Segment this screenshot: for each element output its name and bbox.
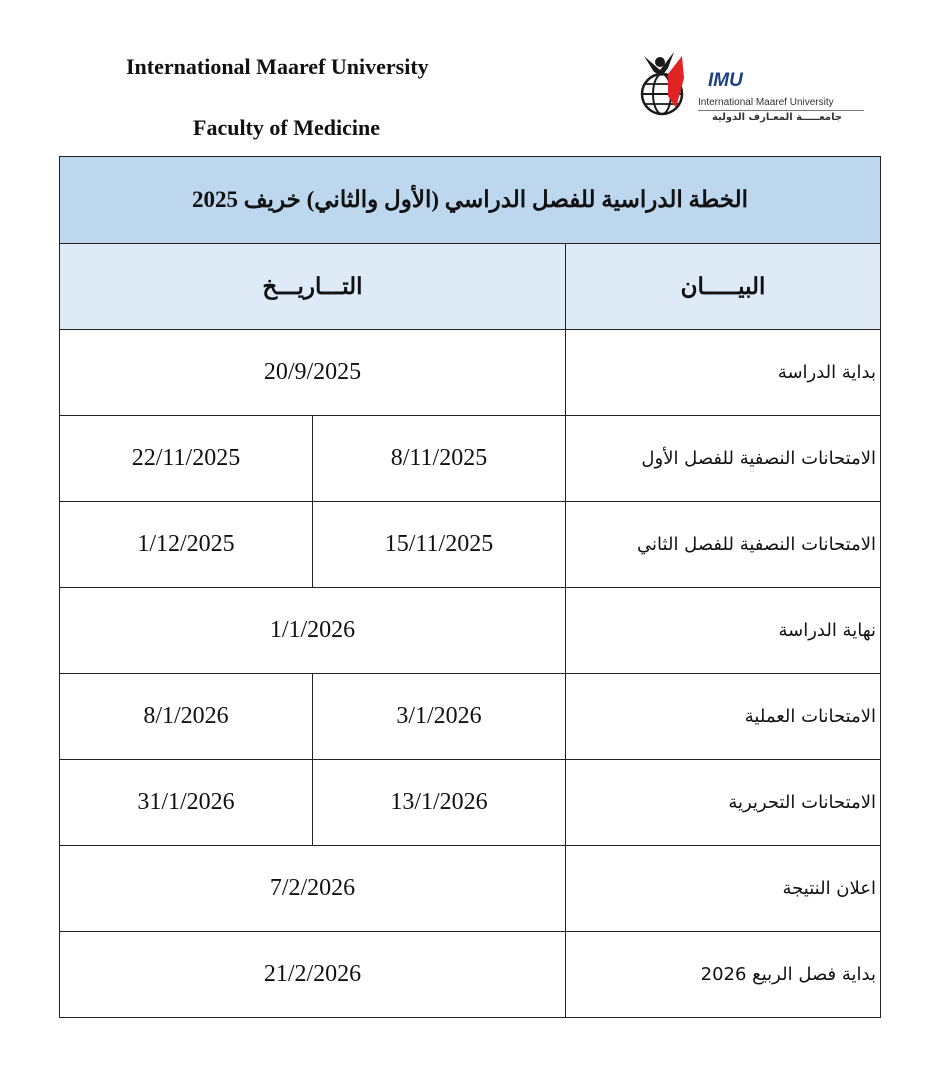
date-column-header: التـــاريـــخ — [60, 244, 566, 330]
logo-divider — [698, 110, 864, 111]
date-to-cell: 22/11/2025 — [60, 416, 313, 502]
row-label: بداية فصل الربيع 2026 — [566, 932, 881, 1018]
table-row — [60, 674, 881, 760]
logo-arabic-name: جامعـــــة المعـارف الدولية — [712, 112, 843, 123]
date-to-cell: 8/1/2026 — [60, 674, 313, 760]
date-to-cell: 1/12/2025 — [60, 502, 313, 588]
date-cell: 1/1/2026 — [60, 588, 566, 674]
row-label: الامتحانات التحريرية — [566, 760, 881, 846]
logo-abbreviation: IMU — [708, 70, 743, 91]
date-cell: 21/2/2026 — [60, 932, 566, 1018]
date-from-cell: 15/11/2025 — [313, 502, 566, 588]
table-title-row — [60, 157, 881, 244]
row-label: نهاية الدراسة — [566, 588, 881, 674]
date-cell: 7/2/2026 — [60, 846, 566, 932]
study-plan-table — [59, 156, 881, 1018]
date-from-cell: 13/1/2026 — [313, 760, 566, 846]
table-row — [60, 330, 881, 416]
table-header-row — [60, 244, 881, 330]
statement-column-header: البيـــــان — [566, 244, 881, 330]
globe-logo-icon — [638, 48, 698, 124]
faculty-name: Faculty of Medicine — [193, 115, 380, 140]
table-row — [60, 932, 881, 1018]
table-row — [60, 588, 881, 674]
row-label: الامتحانات النصفية للفصل الثاني — [566, 502, 881, 588]
table-row — [60, 846, 881, 932]
logo-english-name: International Maaref University — [698, 97, 834, 108]
university-name: International Maaref University — [126, 54, 429, 79]
date-cell: 20/9/2025 — [60, 330, 566, 416]
table-row — [60, 416, 881, 502]
date-from-cell: 8/11/2025 — [313, 416, 566, 502]
university-logo — [638, 48, 870, 130]
table-row — [60, 760, 881, 846]
table-title: الخطة الدراسية للفصل الدراسي (الأول والثاني) خريف 2025 — [60, 157, 881, 244]
date-from-cell: 3/1/2026 — [313, 674, 566, 760]
row-label: بداية الدراسة — [566, 330, 881, 416]
row-label: الامتحانات العملية — [566, 674, 881, 760]
row-label: اعلان النتيجة — [566, 846, 881, 932]
table-row — [60, 502, 881, 588]
date-to-cell: 31/1/2026 — [60, 760, 313, 846]
row-label: الامتحانات النصفية للفصل الأول — [566, 416, 881, 502]
